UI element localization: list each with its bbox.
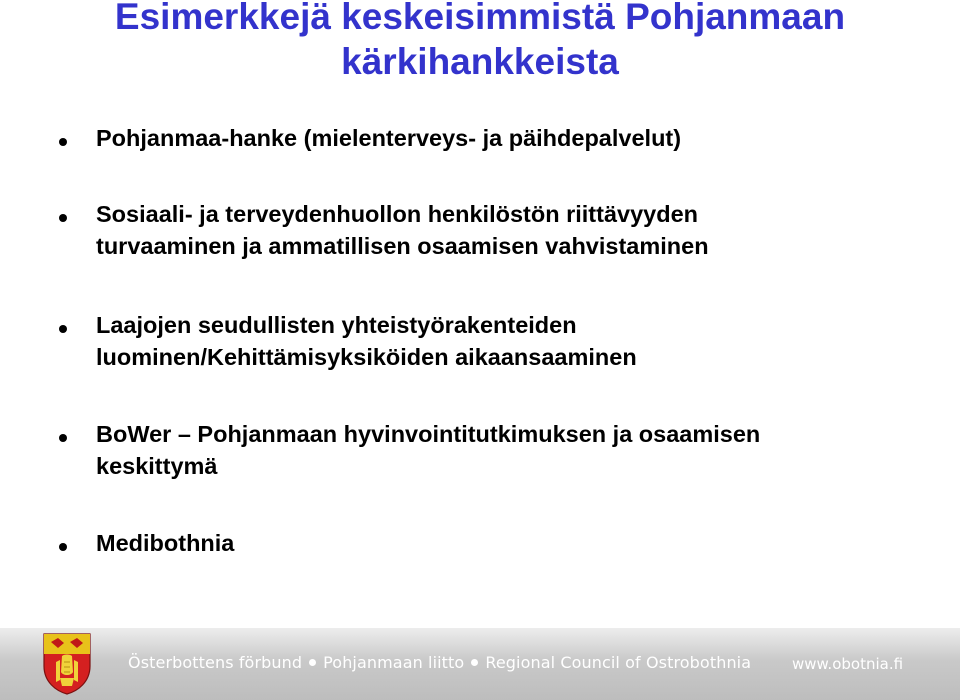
bullet-text <box>96 527 936 559</box>
bullet-icon <box>59 214 67 222</box>
bullet-icon <box>59 325 67 333</box>
footer-website: www.obotnia.fi <box>792 655 904 673</box>
bullet-text-line: Sosiaali- ja terveydenhuollon henkilöstön riittävyyden <box>96 201 699 227</box>
footer-bar <box>0 628 960 700</box>
bullet-icon <box>59 543 67 551</box>
bullet-icon <box>59 434 67 442</box>
slide-title-line1: Esimerkkejä keskeisimmistä Pohjanmaan <box>114 0 846 37</box>
separator-dot-icon <box>471 659 478 666</box>
footer-org-swedish: Österbottens förbund <box>128 653 303 672</box>
slide-title-line2: kärkihankkeista <box>341 41 619 82</box>
bullet-text <box>96 198 936 262</box>
footer-org-finnish: Pohjanmaan liitto <box>323 653 465 672</box>
footer-org-english: Regional Council of Ostrobothnia <box>485 653 752 672</box>
bullet-icon <box>59 138 67 146</box>
bullet-text <box>96 418 936 482</box>
bullet-text-line: BoWer – Pohjanmaan hyvinvointitutkimuksen ja osaamisen <box>96 421 761 447</box>
bullet-text <box>96 122 936 154</box>
separator-dot-icon <box>309 659 316 666</box>
footer-organization <box>128 653 751 673</box>
bullet-text-line: luominen/Kehittämisyksiköiden aikaansaaminen <box>96 344 637 370</box>
bullet-text-line: Medibothnia <box>96 530 235 556</box>
coat-of-arms-icon <box>42 632 92 696</box>
bullet-text-line: Laajojen seudullisten yhteistyörakenteiden <box>96 312 577 338</box>
bullet-text-line: keskittymä <box>96 453 218 479</box>
bullet-text <box>96 309 936 373</box>
bullet-text-line: Pohjanmaa-hanke (mielenterveys- ja päihdepalvelut) <box>96 125 682 151</box>
bullet-text-line: turvaaminen ja ammatillisen osaamisen vahvistaminen <box>96 233 709 259</box>
